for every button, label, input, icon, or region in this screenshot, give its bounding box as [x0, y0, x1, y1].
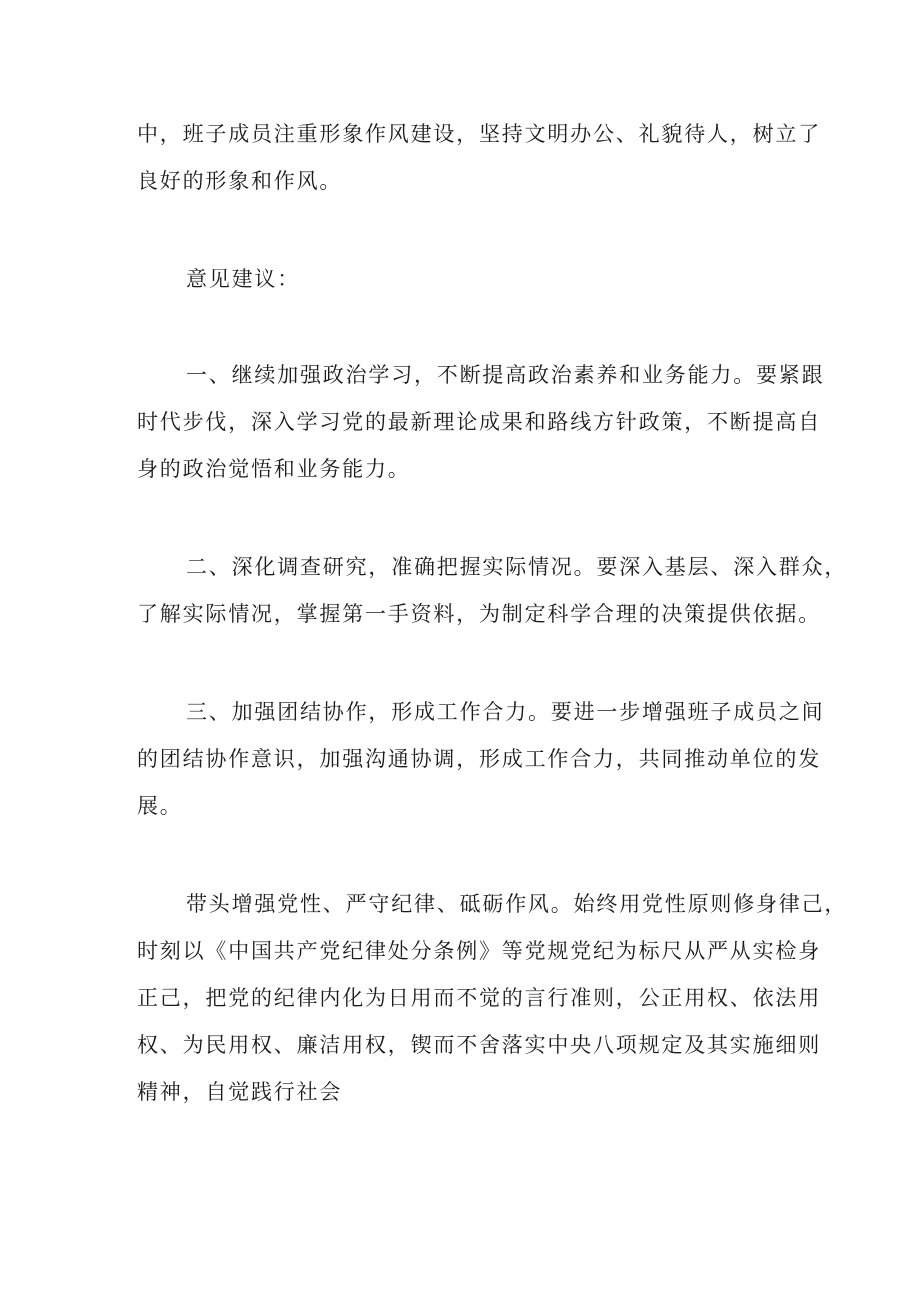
heading-text: 意见建议：: [186, 267, 300, 291]
text-line: 中，班子成员注重形象作风建设，坚持文明办公、礼貌待人，树立了: [137, 122, 821, 146]
paragraph-suggestion-3: [137, 689, 825, 830]
text-line: 的团结协作意识，加强沟通协调，形成工作合力，共同推动单位的发: [137, 747, 821, 771]
paragraph-suggestion-1: [137, 352, 825, 493]
text-line: 良好的形象和作风。: [137, 169, 343, 193]
section-heading-suggestions: [137, 256, 797, 303]
text-line: 带头增强党性、严守纪律、砥砺作风。始终用党性原则修身律己，: [186, 892, 848, 916]
paragraph-suggestion-2: [137, 544, 848, 638]
paragraph-intro-continuation: [137, 111, 821, 205]
text-line: 一、继续加强政治学习，不断提高政治素养和业务能力。要紧跟: [186, 363, 825, 387]
text-line: 身的政治觉悟和业务能力。: [137, 457, 411, 481]
text-line: 时刻以《中国共产党纪律处分条例》等党规党纪为标尺从严从实检身: [137, 939, 821, 963]
text-line: 展。: [137, 794, 183, 818]
text-line: 精神，自觉践行社会: [137, 1080, 343, 1104]
text-line: 了解实际情况，掌握第一手资料，为制定科学合理的决策提供依据。: [137, 602, 821, 626]
text-line: 权、为民用权、廉洁用权，锲而不舍落实中央八项规定及其实施细则: [137, 1033, 821, 1057]
paragraph-party-discipline: [137, 881, 848, 1116]
text-line: 时代步伐，深入学习党的最新理论成果和路线方针政策，不断提高自: [137, 410, 821, 434]
text-line: 二、深化调查研究，准确把握实际情况。要深入基层、深入群众，: [186, 555, 848, 579]
text-line: 正己，把党的纪律内化为日用而不觉的言行准则，公正用权、依法用: [137, 986, 821, 1010]
text-line: 三、加强团结协作，形成工作合力。要进一步增强班子成员之间: [186, 700, 825, 724]
